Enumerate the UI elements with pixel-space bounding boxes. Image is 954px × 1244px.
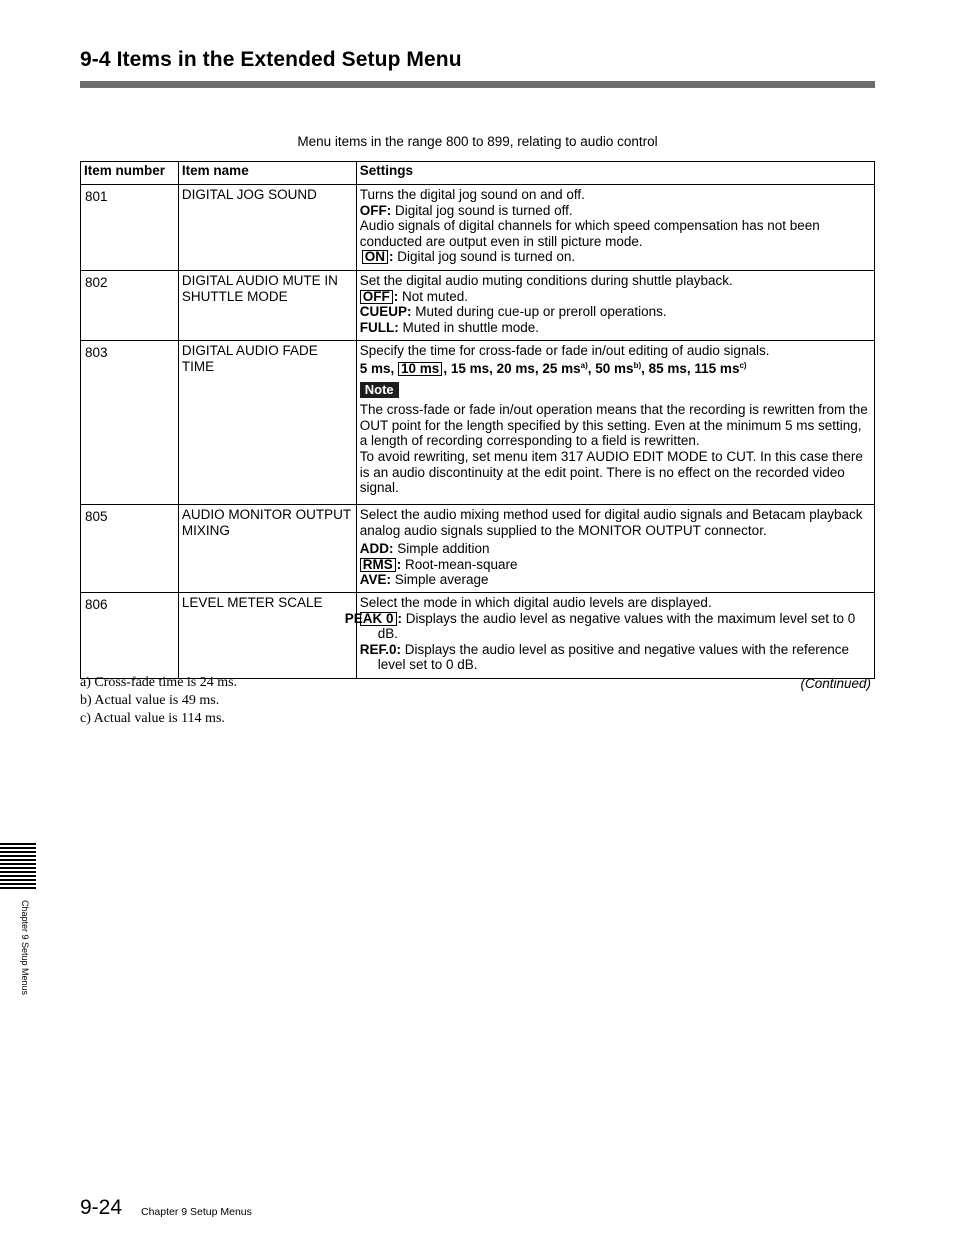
item-number-cell: 806 — [81, 592, 179, 678]
option-label: AVE: — [359, 572, 391, 588]
value-list: 5 ms, 10 ms , 15 ms, 20 ms, 25 $ms^{a)}$, 50 $ms^{b)}$, 85 ms, 115 $ms^{c)}$ — [359, 360, 747, 376]
table-row — [81, 341, 875, 505]
default-value-box: 10 ms — [398, 362, 442, 376]
settings-line: PEAK 0 : Displays the audio level as negative values with the maximum level set to 0 dB. — [344, 610, 856, 642]
settings-line: Select the mode in which digital audio levels are displayed. — [359, 594, 712, 610]
footnote: b) Actual value is 49 ms. — [80, 693, 220, 708]
item-name-cell: AUDIO MONITOR OUTPUT MIXING — [178, 505, 356, 593]
note-text: To avoid rewriting, set menu item 317 AUDIO EDIT MODE to CUT. In this case there is an audio discontinuity at the edit point. There is no effect on the recorded video signal. — [359, 448, 863, 496]
settings-cell — [356, 271, 874, 341]
settings-line: Set the digital audio muting conditions during shuttle playback. — [359, 273, 733, 288]
settings-line: ADD: Simple addition — [359, 541, 490, 557]
item-number-cell: 802 — [81, 271, 179, 341]
default-value-box: PEAK 0 — [360, 612, 397, 626]
page-number: 9-24 — [80, 1196, 123, 1219]
default-value-box: OFF — [360, 290, 393, 304]
option-label: REF.0: — [359, 641, 401, 657]
header-item-number: Item number — [81, 162, 179, 185]
section-heading: 9-4 Items in the Extended Setup Menu — [80, 48, 462, 71]
item-name-cell: DIGITAL AUDIO MUTE IN SHUTTLE MODE — [178, 271, 356, 341]
table-row — [81, 505, 875, 593]
settings-line: FULL: Muted in shuttle mode. — [359, 319, 540, 335]
footnote-marker: a) — [580, 360, 588, 370]
default-value-box: ON — [362, 250, 388, 264]
settings-line: Select the audio mixing method used for digital audio signals and Betacam playback analog audio signals supplied to the MONITOR OUTPUT connector. — [359, 507, 863, 538]
table-row — [81, 185, 875, 271]
footnote: c) Actual value is 114 ms. — [80, 711, 225, 726]
settings-line: REF.0: Displays the audio level as positive and negative values with the reference level set to 0 dB. — [359, 641, 850, 673]
heading-rule — [80, 81, 875, 88]
footnote-marker: b) — [633, 360, 642, 370]
settings-cell — [356, 341, 874, 505]
item-name-cell: DIGITAL AUDIO FADE TIME — [178, 341, 356, 505]
table-row — [81, 271, 875, 341]
settings-cell — [344, 592, 874, 678]
table-header-row — [81, 162, 875, 185]
side-chapter-label: Chapter 9 Setup Menus — [20, 900, 30, 996]
table-row — [81, 592, 875, 678]
item-number-cell: 805 — [81, 505, 179, 593]
settings-cell — [356, 505, 874, 593]
settings-line: OFF : Not muted. — [360, 289, 871, 305]
footnotes — [80, 674, 237, 728]
chapter-tab-stripes — [0, 843, 36, 889]
settings-line: Specify the time for cross-fade or fade in/out editing of audio signals. — [359, 343, 770, 358]
option-label: OFF: — [359, 202, 392, 218]
settings-line: AVE: Simple average — [359, 572, 489, 588]
settings-line: ON : Digital jog sound is turned on. — [360, 249, 871, 265]
header-item-name: Item name — [178, 162, 356, 185]
item-number-cell: 801 — [81, 185, 179, 271]
item-number-cell: 803 — [81, 341, 179, 505]
settings-line: Audio signals of digital channels for which speed compensation has not been conducted are output even in still picture mode. — [359, 218, 820, 249]
item-name-cell: LEVEL METER SCALE — [178, 592, 356, 678]
settings-line: OFF: Digital jog sound is turned off. — [359, 202, 573, 218]
item-name-cell: DIGITAL JOG SOUND — [178, 185, 356, 271]
settings-cell — [356, 185, 874, 271]
settings-table — [80, 161, 875, 679]
footer-chapter-label: Chapter 9 Setup Menus — [141, 1206, 252, 1218]
footnote-marker: c) — [739, 360, 747, 370]
continued-label: (Continued) — [800, 676, 871, 691]
default-value-box: RMS — [360, 558, 396, 572]
settings-line: CUEUP: Muted during cue-up or preroll operations. — [359, 304, 667, 320]
settings-line: Turns the digital jog sound on and off. — [359, 187, 585, 202]
settings-line: RMS : Root-mean-square — [360, 557, 871, 573]
table-caption: Menu items in the range 800 to 899, relating to audio control — [297, 134, 658, 149]
note-text: The cross-fade or fade in/out operation means that the recording is rewritten from the OUT point for the length specified by this setting. Even at the minimum 5 ms setting, a length of recording corresponding to a field is rewritten. — [359, 402, 868, 449]
option-label: CUEUP: — [359, 304, 412, 320]
header-settings: Settings — [356, 162, 874, 185]
option-label: ADD: — [359, 541, 394, 557]
option-label: FULL: — [359, 319, 399, 335]
footnote: a) Cross-fade time is 24 ms. — [80, 675, 238, 690]
note-badge: Note — [360, 382, 399, 398]
